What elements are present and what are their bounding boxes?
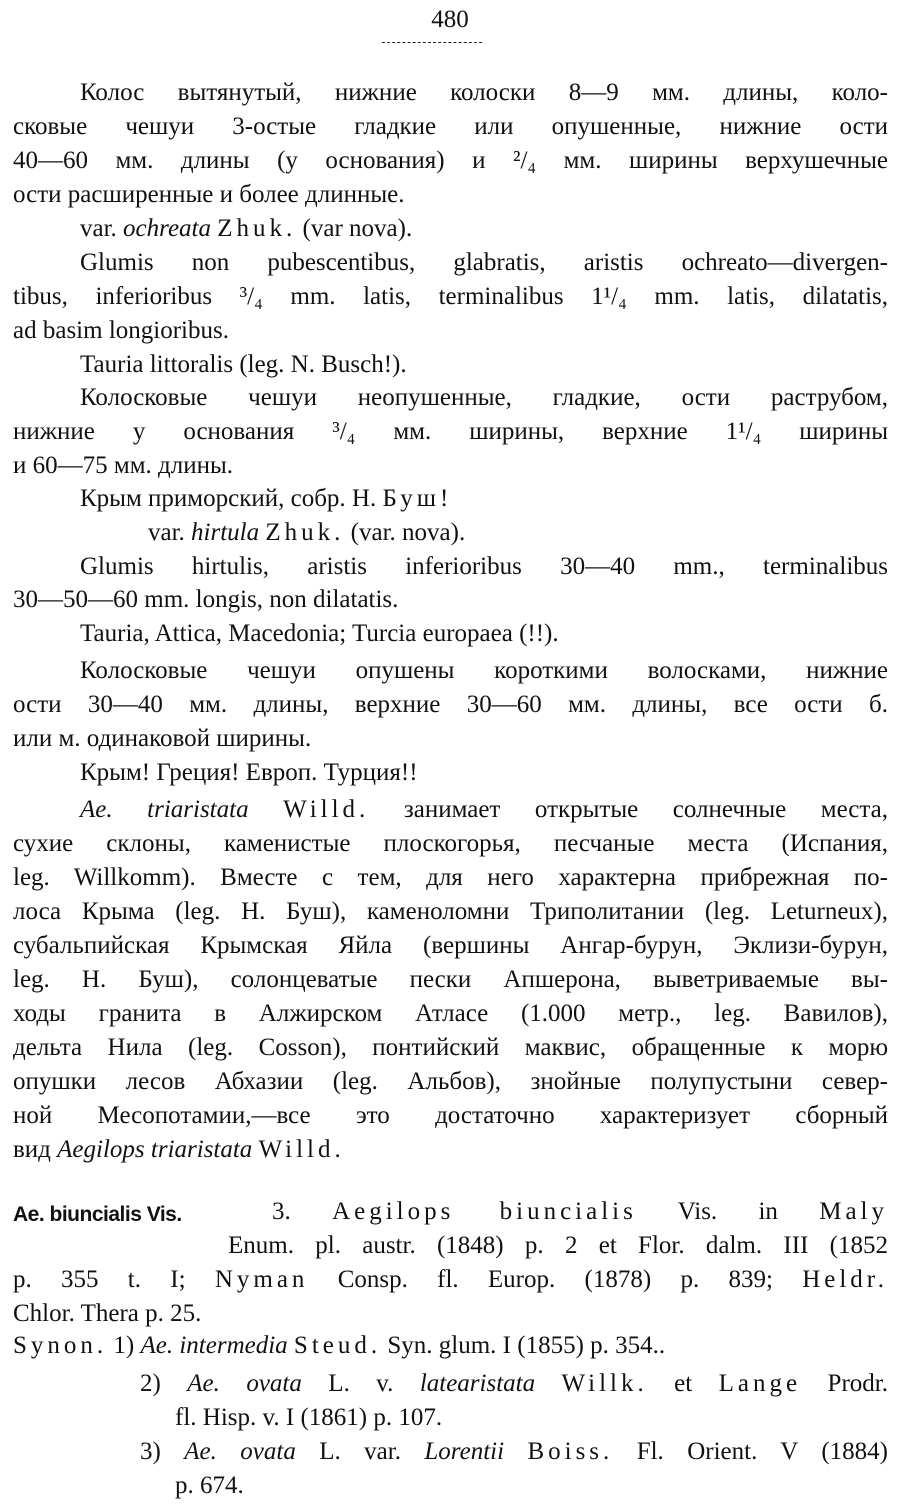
text-run: leg. Willkomm). Вместе с тем, для него характерна прибрежная по- [13, 864, 888, 891]
text-run: Колос вытянутый, нижние колоски 8—9 мм. длины, коло- [80, 79, 888, 106]
text-line [13, 688, 888, 722]
text-line [13, 963, 888, 997]
text-line [272, 1195, 888, 1229]
text-run: Glumis hirtulis, aristis inferioribus 30—40 mm., terminalibus [80, 553, 888, 580]
italic-text: Ae. intermedia [140, 1332, 288, 1359]
page-number: 480 [431, 6, 469, 33]
spaced-text: Steud. [293, 1332, 382, 1359]
text-run: et [647, 1370, 719, 1397]
text-run: p. 674. [175, 1472, 244, 1499]
italic-text: Ae. ovata [184, 1438, 296, 1465]
italic-text: Ae. ovata [187, 1370, 302, 1397]
text-run: 3. [272, 1198, 333, 1225]
spaced-text: Буш! [382, 485, 453, 512]
text-run: 3) [140, 1438, 185, 1465]
text-run: сковые чешуи 3-остые гладкие или опушенные, нижние ости [13, 113, 888, 140]
text-run: сухие склоны, каменистые плоскогорья, песчаные места (Испания, [13, 830, 888, 857]
italic-text: hirtula [191, 519, 260, 546]
text-run: Consp. fl. Europ. (1878) p. 839; [308, 1266, 803, 1293]
text-run: Prodr. [801, 1370, 888, 1397]
text-line [80, 246, 888, 280]
text-run: субальпийская Крымская Яйла (вершины Ангар-бурун, Эклизи-бурун, [13, 932, 888, 959]
text-run: var. [80, 215, 124, 242]
spaced-text: Willd. [258, 1136, 345, 1163]
text-run: (var nova). [296, 215, 413, 242]
text-run: Chlor. Thera p. 25. [13, 1300, 202, 1327]
text-line [13, 997, 888, 1031]
margin-heading [13, 1197, 182, 1231]
text-run: или м. одинаковой ширины. [13, 725, 312, 752]
text-run: var. [148, 519, 192, 546]
italic-text: Ae. triaristata [80, 796, 249, 823]
text-line [13, 929, 888, 963]
text-line [148, 516, 465, 550]
text-run: вид [13, 1136, 58, 1163]
spaced-text: Heldr. [802, 1266, 888, 1293]
spaced-text: Aegilops biuncialis [332, 1198, 637, 1225]
text-run: и 60—75 мм. длины. [13, 452, 234, 479]
text-line [13, 1297, 201, 1331]
text-run: 40—60 мм. длины (у основания) и ²/₄ мм. ширины верхушечные [13, 147, 888, 174]
spaced-text: Willd. [283, 796, 370, 823]
text-run: (var. nova). [344, 519, 466, 546]
text-run: занимает открытые солнечные места, [369, 796, 888, 823]
text-run: Колосковые чешуи опушены короткими волосками, нижние [80, 657, 888, 684]
text-run: L. var. [295, 1438, 425, 1465]
text-run: ной Месопотамии,—все это достаточно характеризует сборный [13, 1102, 888, 1129]
text-line [13, 1133, 345, 1167]
text-line [80, 793, 888, 827]
text-line [80, 550, 888, 584]
spaced-text: Synon. [13, 1332, 108, 1359]
page-number-rule [382, 42, 482, 43]
text-run: p. 355 t. I; [13, 1266, 215, 1293]
text-run: Vis. in [636, 1198, 820, 1225]
text-run: Tauria, Attica, Macedonia; Turcia europaea (!!). [80, 620, 559, 647]
spaced-text: Willk. [561, 1370, 648, 1397]
italic-text: Aegilops triaristata [57, 1136, 253, 1163]
text-run: tibus, inferioribus ³/₄ mm. latis, terminalibus 1¹/₄ mm. latis, dilatatis, [13, 283, 888, 310]
text-run: 30—50—60 mm. longis, non dilatatis. [13, 586, 399, 613]
text-run: fl. Hisp. v. I (1861) p. 107. [175, 1404, 443, 1431]
text-run: Колосковые чешуи неопушенные, гладкие, ости раструбом, [80, 384, 888, 411]
text-line [13, 1031, 888, 1065]
text-line [13, 1099, 888, 1133]
text-run: ходы гранита в Алжирском Атласе (1.000 метр., leg. Вавилов), [13, 1000, 888, 1027]
spaced-text: Lange [718, 1370, 802, 1397]
spaced-text: Nyman [214, 1266, 309, 1293]
text-line [80, 617, 559, 651]
text-run: ости расширенные и более длинные. [13, 181, 405, 208]
text-run: L. v. [301, 1370, 420, 1397]
spaced-text: Zhuk. [265, 519, 345, 546]
text-line [13, 895, 888, 929]
text-line [13, 449, 233, 483]
spaced-text: Zhuk. [217, 215, 297, 242]
text-line [13, 1065, 888, 1099]
text-line [13, 722, 311, 756]
text-line [228, 1229, 888, 1263]
text-run [249, 796, 284, 823]
text-line [80, 212, 412, 246]
text-line [13, 178, 405, 212]
text-run: Syn. glum. I (1855) p. 354.. [381, 1332, 666, 1359]
italic-text: Lorentii [424, 1438, 505, 1465]
text-line [13, 861, 888, 895]
text-line [13, 144, 888, 178]
text-line [13, 827, 888, 861]
text-run: опушки лесов Абхазии (leg. Альбов), знойные полупустыни север- [13, 1068, 888, 1095]
text-run: 1) [107, 1332, 141, 1359]
text-run [535, 1370, 561, 1397]
text-run: Крым приморский, собр. Н. [80, 485, 383, 512]
text-line [13, 280, 888, 314]
text-run: ad basim longioribus. [13, 317, 229, 344]
italic-text: latearistata [419, 1370, 536, 1397]
text-line [80, 482, 452, 516]
text-line [140, 1435, 888, 1469]
spaced-text: Boiss. [527, 1438, 614, 1465]
text-line [13, 1329, 665, 1363]
text-run: нижние у основания ³/₄ мм. ширины, верхние 1¹/₄ ширины [13, 418, 888, 445]
text-line [13, 314, 229, 348]
text-run: ости 30—40 мм. длины, верхние 30—60 мм. длины, все ости б. [13, 691, 888, 718]
text-line [175, 1469, 244, 1503]
text-run [504, 1438, 527, 1465]
text-run: лоса Крыма (leg. Н. Буш), каменоломни Триполитании (leg. Leturneux), [13, 898, 888, 925]
spaced-text: Maly [819, 1198, 888, 1225]
text-line [140, 1367, 888, 1401]
text-run: Glumis non pubescentibus, glabratis, aristis ochreato—divergen- [80, 249, 888, 276]
text-run: дельта Нила (leg. Cosson), понтийский маквис, обращенные к морю [13, 1034, 888, 1061]
text-line [80, 381, 888, 415]
text-line [13, 583, 398, 617]
text-run: Tauria littoralis (leg. N. Busch!). [80, 351, 407, 378]
text-run: Fl. Orient. V (1884) [613, 1438, 888, 1465]
bold-text: Ae. biuncialis Vis. [13, 1203, 182, 1226]
text-run: Крым! Греция! Европ. Турция!! [80, 759, 418, 786]
text-run: Enum. pl. austr. (1848) p. 2 et Flor. dalm. III (1852 [228, 1232, 888, 1259]
text-line [13, 110, 888, 144]
text-run: 2) [140, 1370, 188, 1397]
text-line [80, 348, 407, 382]
text-line [80, 756, 418, 790]
text-line [13, 1263, 888, 1297]
text-run: leg. Н. Буш), солонцеватые пески Апшерона, выветриваемые вы- [13, 966, 888, 993]
text-line [80, 654, 888, 688]
text-line [175, 1401, 442, 1435]
italic-text: ochreata [123, 215, 211, 242]
text-line [80, 76, 888, 110]
text-line [13, 415, 888, 449]
